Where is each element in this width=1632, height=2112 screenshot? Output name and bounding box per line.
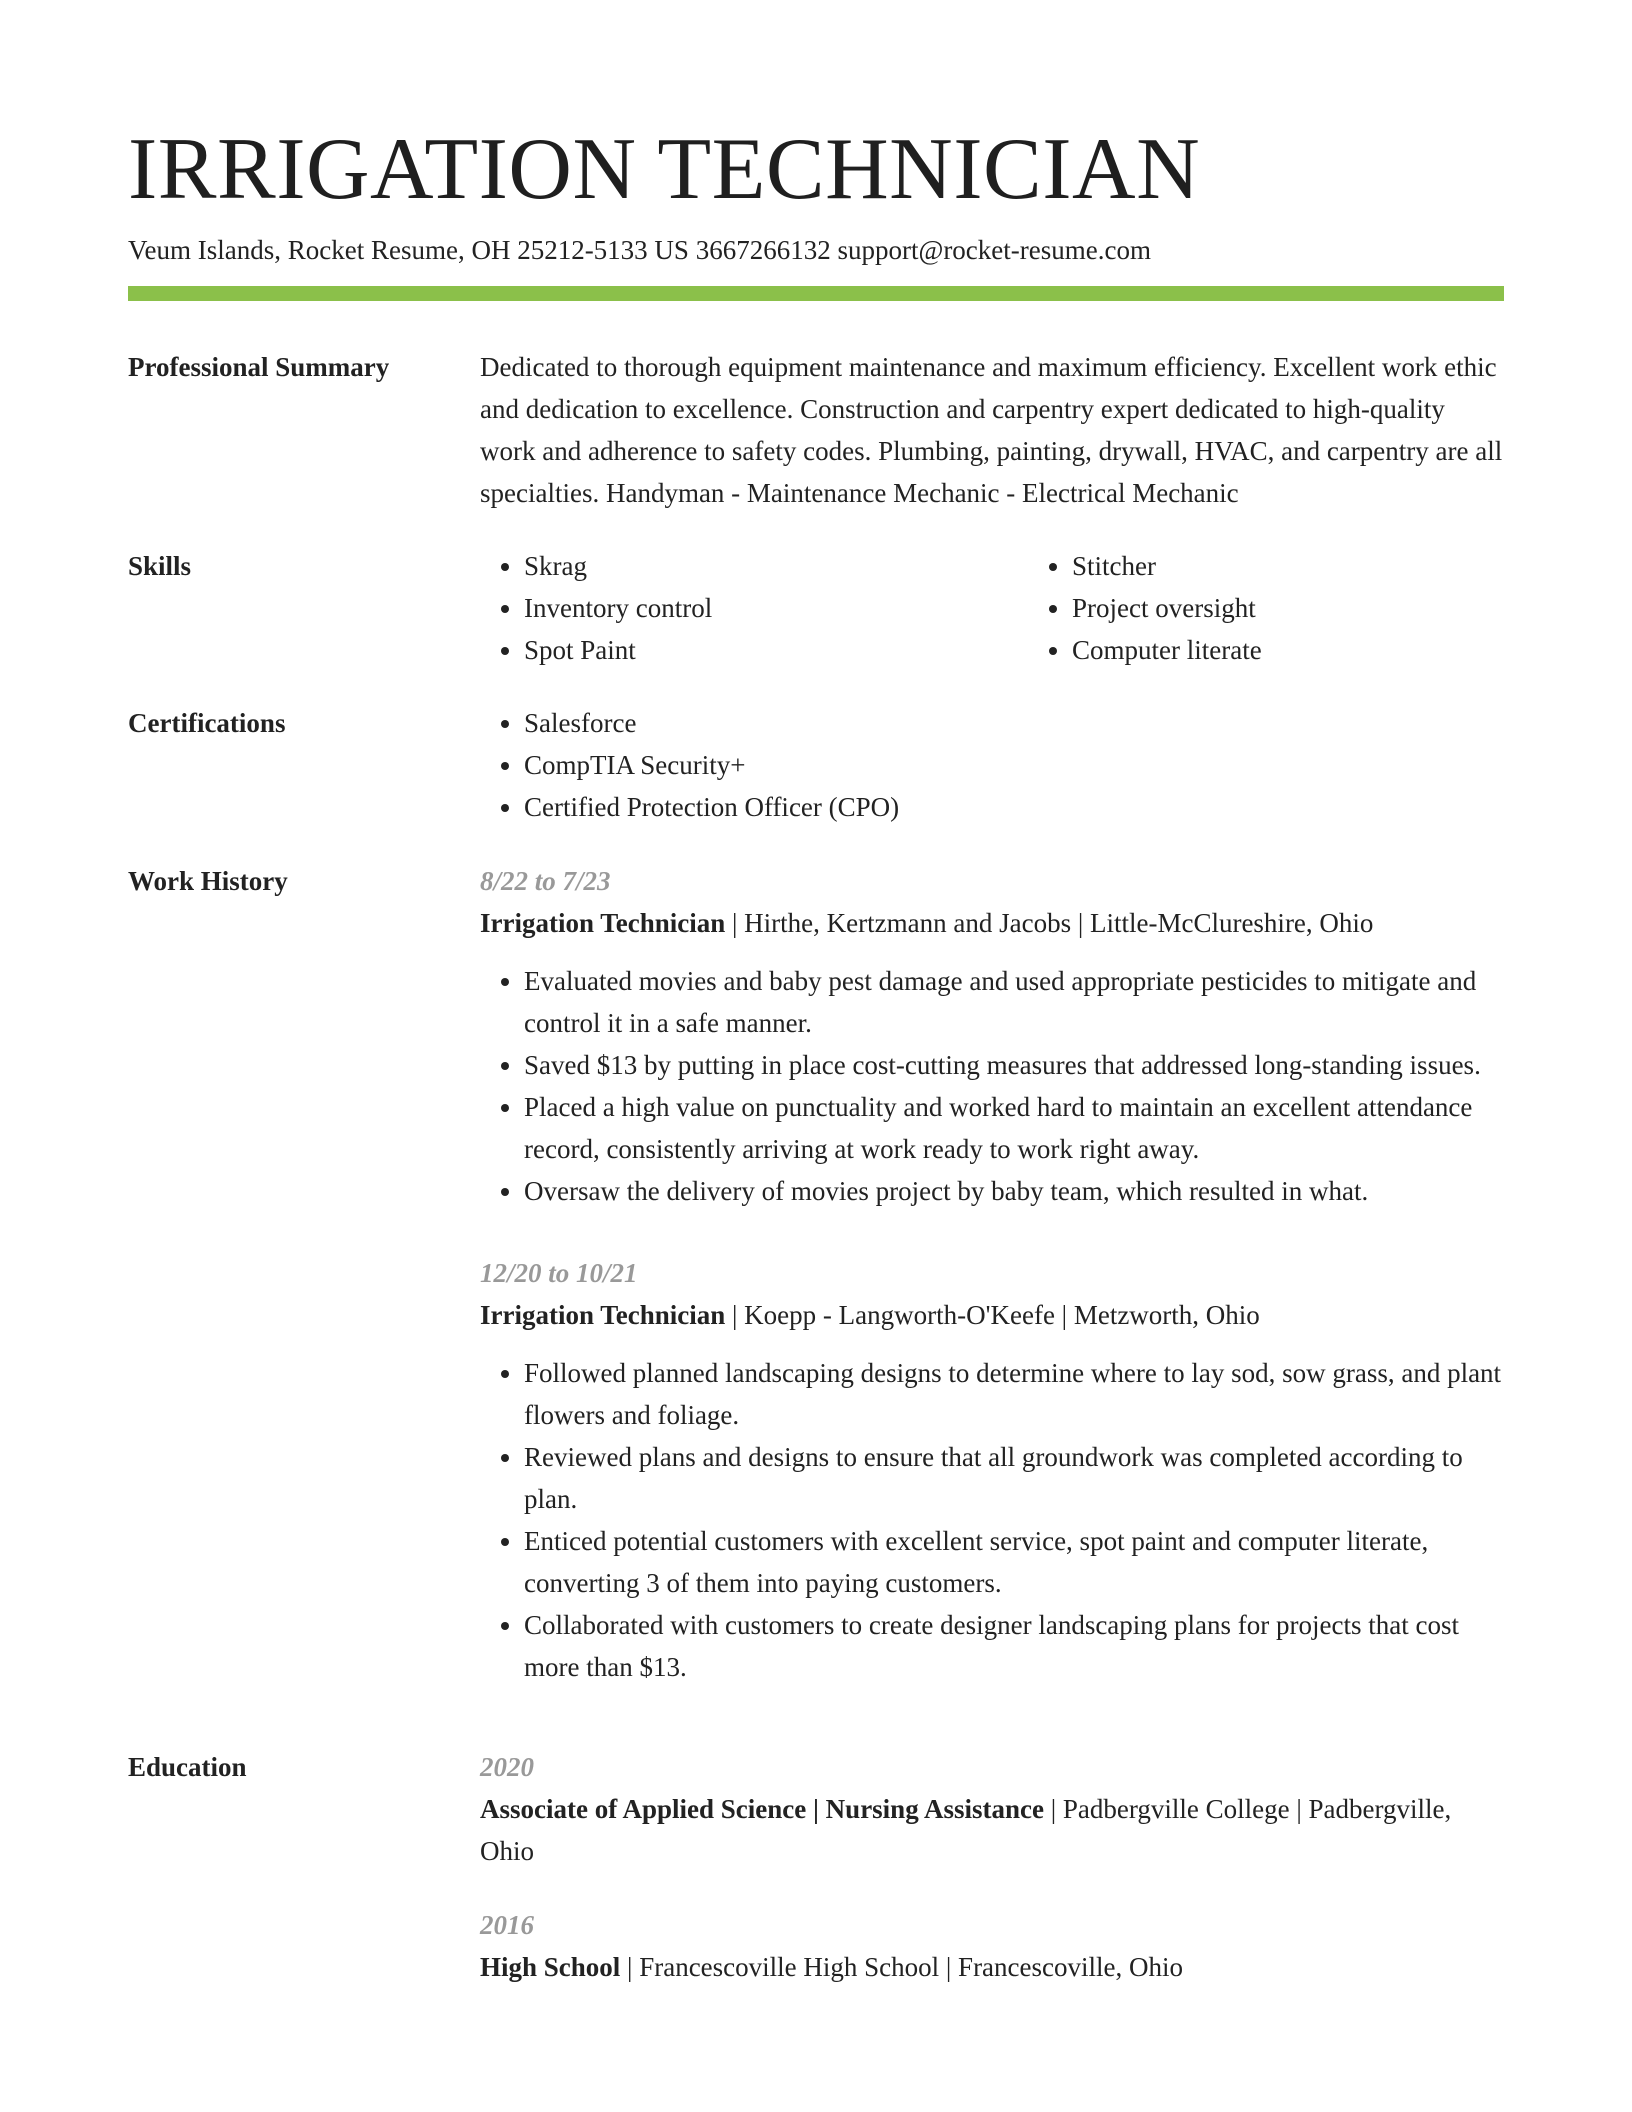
education-degree: High School bbox=[480, 1952, 621, 1982]
education-school-location: | Francescoville High School | Francescoville, Ohio bbox=[620, 1952, 1183, 1982]
candidate-name: IRRIGATION TECHNICIAN bbox=[128, 121, 1201, 218]
section-label-certifications: Certifications bbox=[128, 708, 286, 738]
job-role-line bbox=[480, 902, 1504, 944]
job-bullet: • Saved $13 by putting in place cost-cutting measures that addressed long-standing issues. bbox=[524, 1044, 1504, 1086]
education-line bbox=[480, 1946, 1504, 1988]
section-label-work-history: Work History bbox=[128, 866, 288, 896]
section-label-summary: Professional Summary bbox=[128, 352, 390, 382]
job-entry bbox=[480, 860, 1504, 1212]
accent-divider bbox=[128, 286, 1504, 301]
skill-item: • Spot Paint bbox=[524, 629, 1028, 671]
contact-line: Veum Islands, Rocket Resume, OH 25212-5133 US 3667266132 support@rocket-resume.com bbox=[128, 235, 1151, 265]
section-label-skills: Skills bbox=[128, 551, 192, 581]
education-degree: Associate of Applied Science | Nursing Assistance bbox=[480, 1794, 1044, 1824]
job-bullet: • Oversaw the delivery of movies project by baby team, which resulted in what. bbox=[524, 1170, 1504, 1212]
job-bullet: • Placed a high value on punctuality and worked hard to maintain an excellent attendance record, consistently arriving at work ready to work right away. bbox=[524, 1086, 1504, 1170]
job-entry bbox=[480, 1252, 1504, 1688]
job-bullet: • Followed planned landscaping designs to determine where to lay sod, sow grass, and plant flowers and foliage. bbox=[524, 1352, 1504, 1436]
certifications-list bbox=[480, 702, 1504, 828]
skills-list-right bbox=[1028, 545, 1576, 671]
job-bullet: • Collaborated with customers to create designer landscaping plans for projects that cost more than $13. bbox=[524, 1604, 1504, 1688]
education-year: 2020 bbox=[480, 1752, 534, 1782]
certification-item: • Salesforce bbox=[524, 702, 1504, 744]
education-school-location: | Padbergville College | Padbergville, Ohio bbox=[480, 1794, 1452, 1866]
job-title: Irrigation Technician bbox=[480, 908, 726, 938]
job-employer-location: | Koepp - Langworth-O'Keefe | Metzworth, Ohio bbox=[725, 1300, 1260, 1330]
job-title: Irrigation Technician bbox=[480, 1300, 726, 1330]
job-bullet: • Reviewed plans and designs to ensure that all groundwork was completed according to plan. bbox=[524, 1436, 1504, 1520]
job-bullet: • Evaluated movies and baby pest damage and used appropriate pesticides to mitigate and control it in a safe manner. bbox=[524, 960, 1504, 1044]
work-history-body bbox=[480, 860, 1504, 1688]
certifications-body bbox=[480, 702, 1504, 828]
skill-item: • Inventory control bbox=[524, 587, 1028, 629]
education-year: 2016 bbox=[480, 1910, 534, 1940]
skill-item: • Computer literate bbox=[1072, 629, 1576, 671]
job-dates: 12/20 to 10/21 bbox=[480, 1258, 638, 1288]
job-role-line bbox=[480, 1294, 1504, 1336]
job-dates: 8/22 to 7/23 bbox=[480, 866, 611, 896]
education-line bbox=[480, 1788, 1504, 1872]
certification-item: • CompTIA Security+ bbox=[524, 744, 1504, 786]
skill-item: • Project oversight bbox=[1072, 587, 1576, 629]
job-bullets bbox=[480, 960, 1504, 1212]
section-label-education: Education bbox=[128, 1752, 247, 1782]
certification-item: • Certified Protection Officer (CPO) bbox=[524, 786, 1504, 828]
skill-item: • Skrag bbox=[524, 545, 1028, 587]
summary-text: Dedicated to thorough equipment maintenance and maximum efficiency. Excellent work ethic and dedication to excellence. Construction and carpentry expert dedicated to high-quality work and adherence to safety codes. Plumbing, painting, drywall, HVAC, and carpentry are all specialties. Handyman - Maintenance Mechanic - Electrical Mechanic bbox=[480, 352, 1503, 508]
education-entry bbox=[480, 1746, 1504, 1872]
job-bullet: • Enticed potential customers with excellent service, spot paint and computer literate, converting 3 of them into paying customers. bbox=[524, 1520, 1504, 1604]
education-entry bbox=[480, 1904, 1504, 1988]
job-employer-location: | Hirthe, Kertzmann and Jacobs | Little-McClureshire, Ohio bbox=[725, 908, 1374, 938]
education-body bbox=[480, 1746, 1504, 1988]
job-bullets bbox=[480, 1352, 1504, 1688]
skill-item: • Stitcher bbox=[1072, 545, 1576, 587]
skills-grid bbox=[480, 545, 1504, 671]
summary-body bbox=[480, 346, 1504, 514]
skills-list-left bbox=[480, 545, 1028, 671]
